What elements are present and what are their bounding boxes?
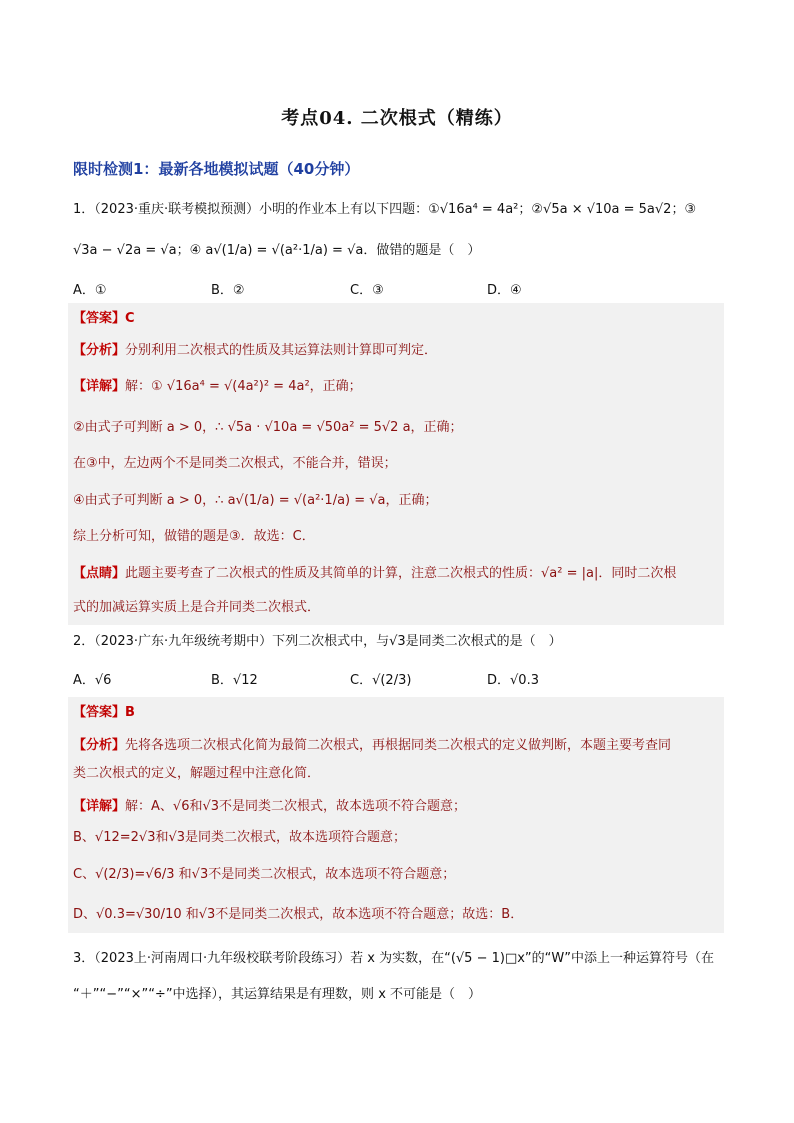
a1-detail-3: 在③中，左边两个不是同类二次根式，不能合并，错误； (73, 456, 397, 471)
q1-option-d: D．④ (487, 283, 522, 298)
q2-line-1: 2．（2023·广东·九年级统考期中）下列二次根式中，与√3是同类二次根式的是（ ） (73, 634, 562, 649)
a1-detail-5: 综上分析可知，做错的题是③．故选：C． (73, 529, 315, 544)
a1-answer: 【答案】C (73, 311, 135, 326)
q2-option-c: C．√(2/3) (350, 673, 412, 688)
a2-detail-2: B、√12=2√3和√3是同类二次根式，故本选项符合题意； (73, 830, 407, 845)
q3-line-1: 3．（2023上·河南周口·九年级校联考阶段练习）若 x 为实数，在“(√5 − 1)□x”的“W”中添上一种运算符号（在 (73, 951, 714, 966)
q2-option-d: D．√0.3 (487, 673, 539, 688)
q2-option-a: A．√6 (73, 673, 112, 688)
a2-analysis-2: 类二次根式的定义，解题过程中注意化简． (73, 766, 321, 781)
page-title: 考点04. 二次根式（精练） (281, 108, 513, 129)
a2-detail-4: D、√0.3=√30/10 和√3不是同类二次根式，故本选项不符合题意；故选：B． (73, 907, 524, 922)
a2-detail-3: C、√(2/3)=√6/3 和√3不是同类二次根式，故本选项不符合题意； (73, 867, 456, 882)
answer-block-1 (68, 303, 724, 625)
q1-line-2: √3a − √2a = √a；④ a√(1/a) = √(a²·1/a) = √a．做错的题是（ ） (73, 243, 481, 258)
a1-analysis: 【分析】分别利用二次根式的性质及其运算法则计算即可判定． (73, 343, 438, 358)
a1-detail-2: ②由式子可判断 a > 0，∴ √5a · √10a = √50a² = 5√2 a，正确； (73, 420, 463, 435)
q1-option-a: A．① (73, 283, 107, 298)
a2-detail-1: 【详解】解：A、√6和√3不是同类二次根式，故本选项不符合题意； (73, 799, 467, 814)
answer-block-2 (68, 697, 724, 933)
a1-comment-2: 式的加减运算实质上是合并同类二次根式． (73, 600, 321, 615)
a1-detail-4: ④由式子可判断 a > 0，∴ a√(1/a) = √(a²·1/a) = √a，正确； (73, 493, 438, 508)
section-heading: 限时检测1：最新各地模拟试题（40分钟） (73, 160, 360, 178)
q2-option-b: B．√12 (211, 673, 258, 688)
a1-comment-1: 【点睛】此题主要考查了二次根式的性质及其简单的计算，注意二次根式的性质：√a² = |a|．同时二次根 (73, 566, 677, 581)
q1-option-b: B．② (211, 283, 245, 298)
a2-analysis-1: 【分析】先将各选项二次根式化简为最简二次根式，再根据同类二次根式的定义做判断，本题主要考查同 (73, 738, 672, 753)
q3-line-2: “＋”“−”“×”“÷”中选择），其运算结果是有理数，则 x 不可能是（ ） (73, 987, 482, 1002)
q1-line-1: 1．（2023·重庆·联考模拟预测）小明的作业本上有以下四题：①√16a⁴ = 4a²；②√5a × √10a = 5a√2；③ (73, 202, 697, 217)
a1-detail-1: 【详解】解：① √16a⁴ = √(4a²)² = 4a²，正确； (73, 379, 362, 394)
q1-option-c: C．③ (350, 283, 384, 298)
a2-answer: 【答案】B (73, 705, 135, 720)
